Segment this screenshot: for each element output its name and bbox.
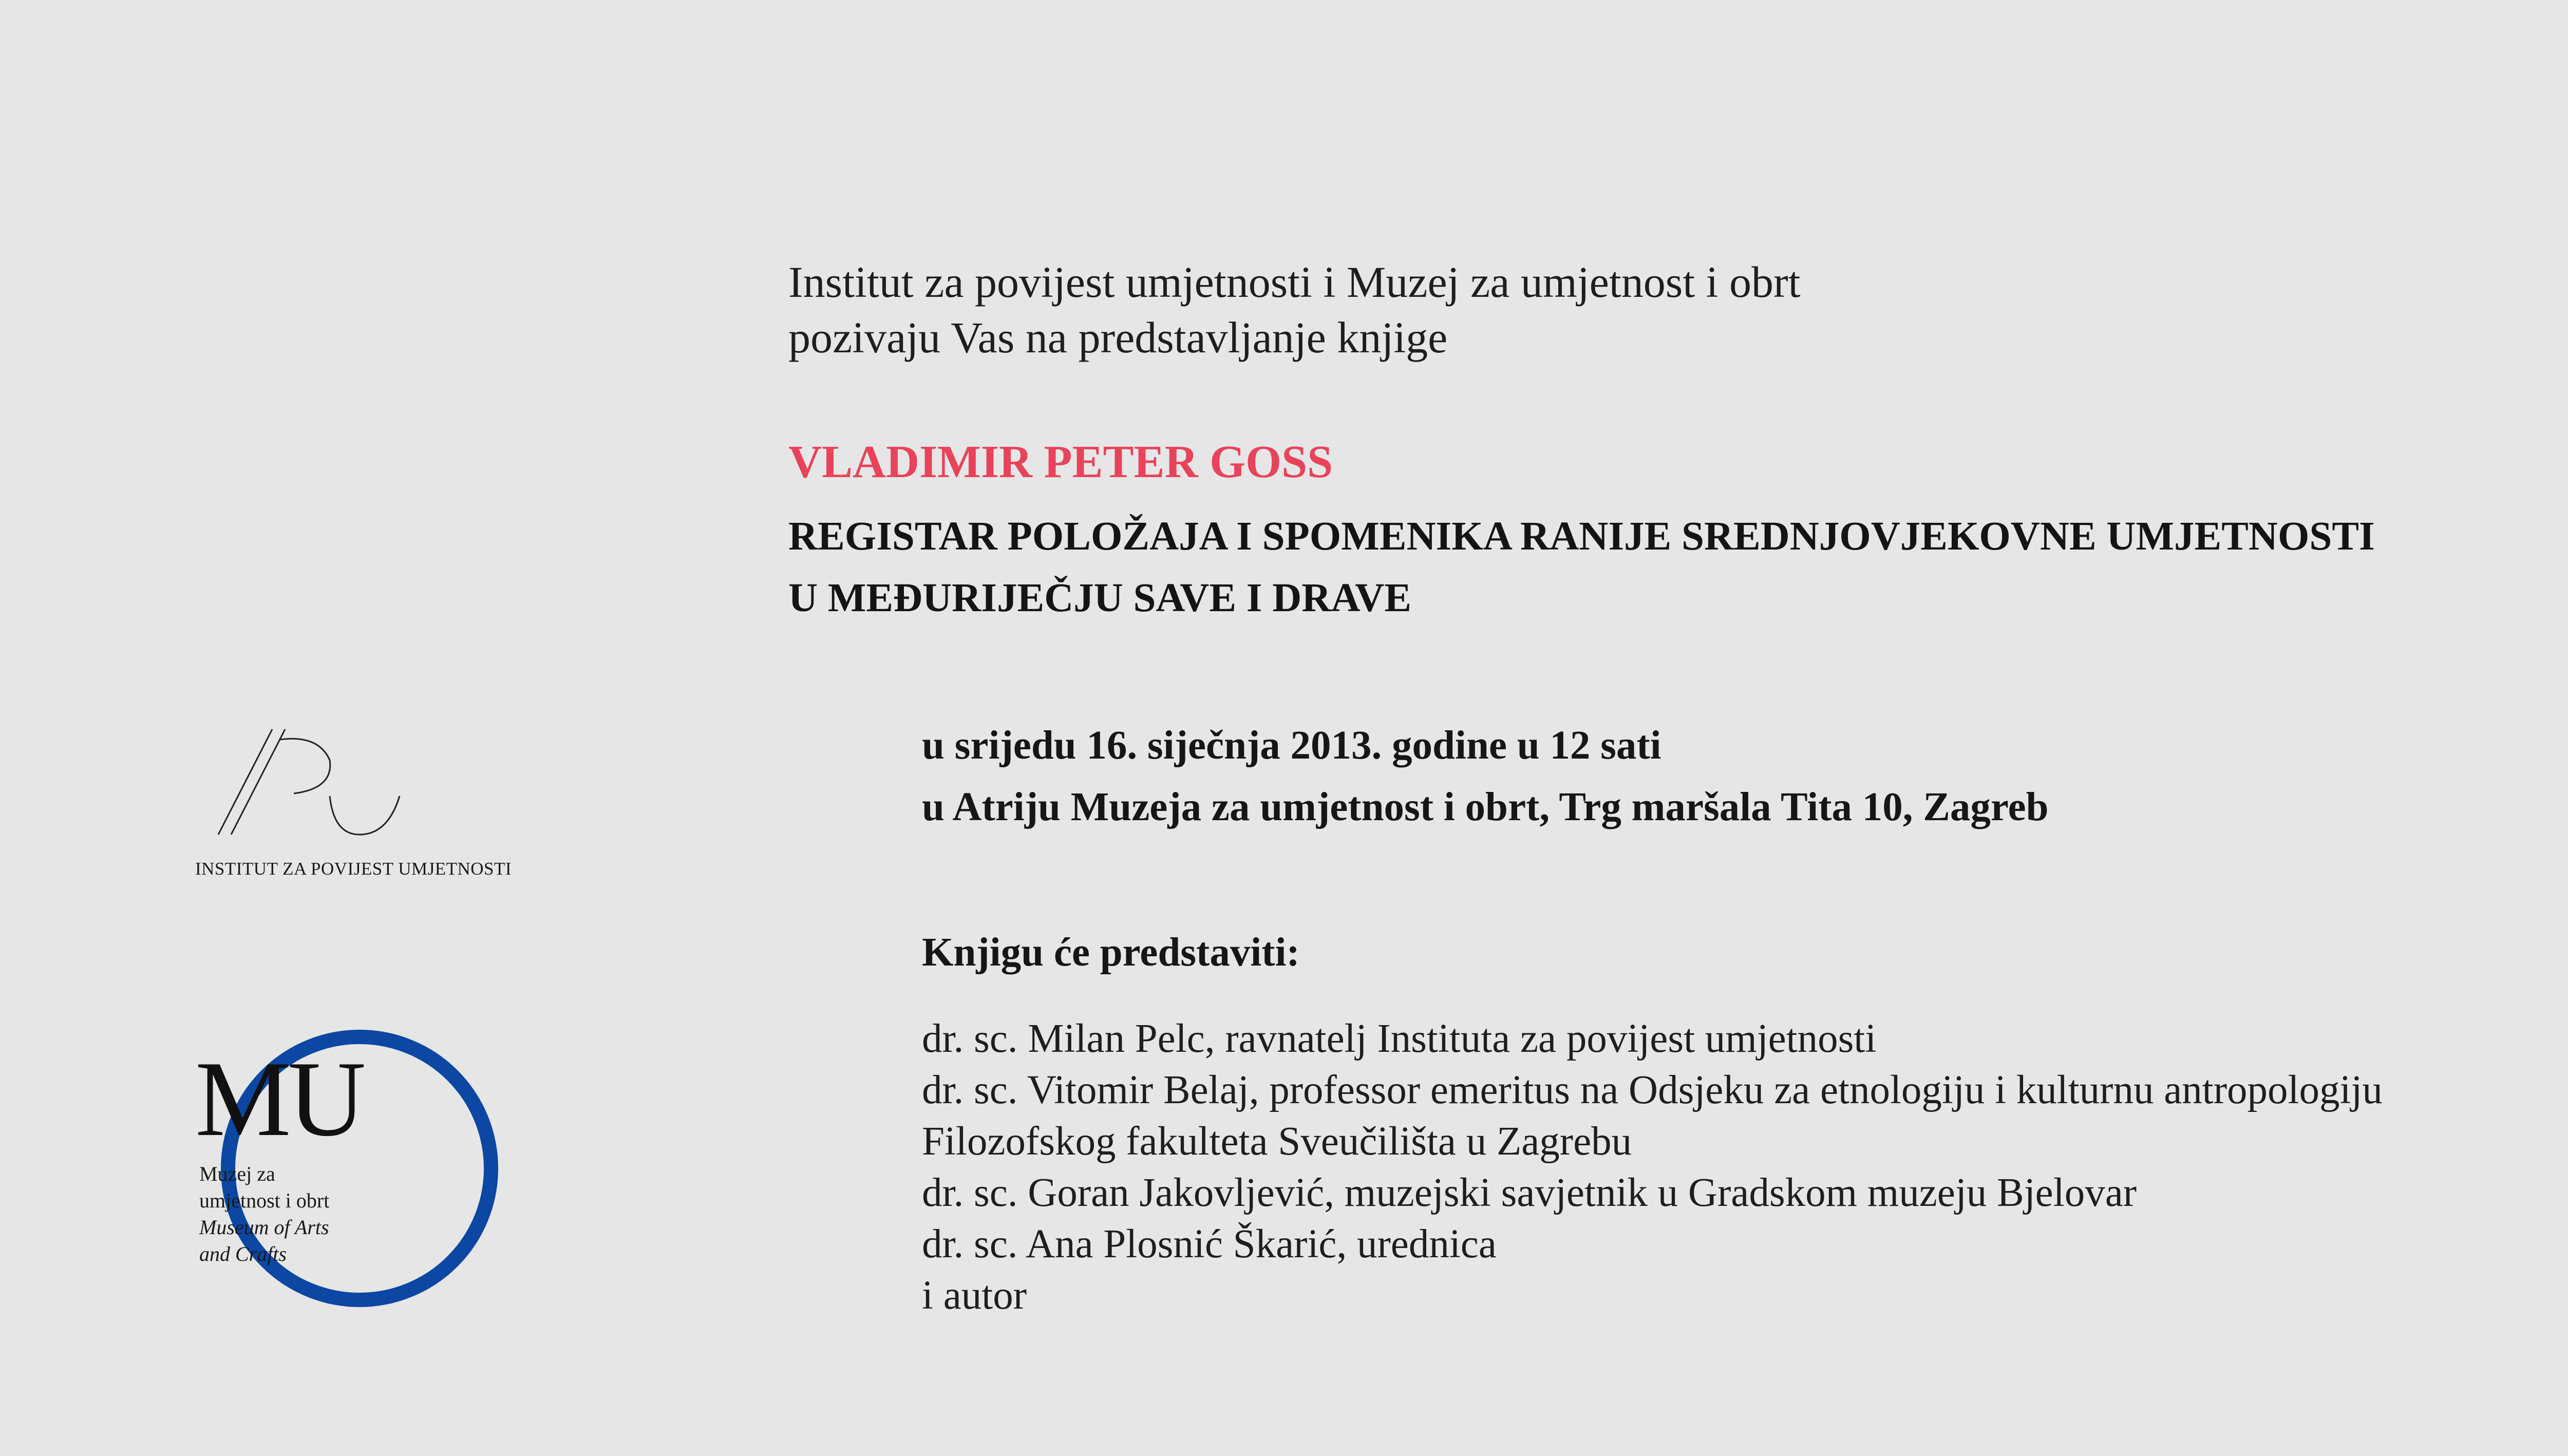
presenters-heading: Knjigu će predstaviti: <box>922 930 1300 975</box>
presenter-line: dr. sc. Milan Pelc, ravnatelj Instituta za povijest umjetnosti <box>922 1016 1877 1061</box>
presenters-list <box>922 1013 2383 1321</box>
presenter-line: dr. sc. Goran Jakovljević, muzejski savjetnik u Gradskom muzeju Bjelovar <box>922 1170 2137 1215</box>
book-title <box>788 506 2375 629</box>
event-date: u srijedu 16. siječnja 2013. godine u 12 sati <box>922 723 1661 768</box>
book-title-line-1: REGISTAR POLOŽAJA I SPOMENIKA RANIJE SREDNJOVJEKOVNE UMJETNOSTI <box>788 514 2375 559</box>
presenter-line: dr. sc. Vitomir Belaj, professor emeritus na Odsjeku za etnologiju i kulturnu antropologiju <box>922 1068 2383 1112</box>
event-place: u Atriju Muzeja za umjetnost i obrt, Trg maršala Tita 10, Zagreb <box>922 785 2049 829</box>
event-details <box>922 715 2049 838</box>
ipu-caption: INSTITUT ZA POVIJEST UMJETNOSTI <box>195 859 512 879</box>
mu-logo-text <box>199 1161 329 1268</box>
book-author: VLADIMIR PETER GOSS <box>788 437 1333 487</box>
presenter-line: Filozofskog fakulteta Sveučilišta u Zagrebu <box>922 1119 1632 1164</box>
presenter-line: i autor <box>922 1273 1027 1318</box>
intro-line-1: Institut za povijest umjetnosti i Muzej za umjetnost i obrt <box>788 257 1801 307</box>
mu-line-4: and Crafts <box>199 1242 287 1265</box>
invitation-intro <box>788 254 1801 365</box>
book-title-line-2: U MEĐURIJEČJU SAVE I DRAVE <box>788 576 1412 620</box>
mu-line-3: Museum of Arts <box>199 1216 329 1239</box>
mu-line-1: Muzej za <box>199 1162 275 1185</box>
mu-line-2: umjetnost i obrt <box>199 1189 330 1212</box>
mu-logo-letters: MU <box>195 1039 363 1159</box>
intro-line-2: pozivaju Vas na predstavljanje knjige <box>788 313 1448 362</box>
presenter-line: dr. sc. Ana Plosnić Škarić, urednica <box>922 1222 1497 1266</box>
